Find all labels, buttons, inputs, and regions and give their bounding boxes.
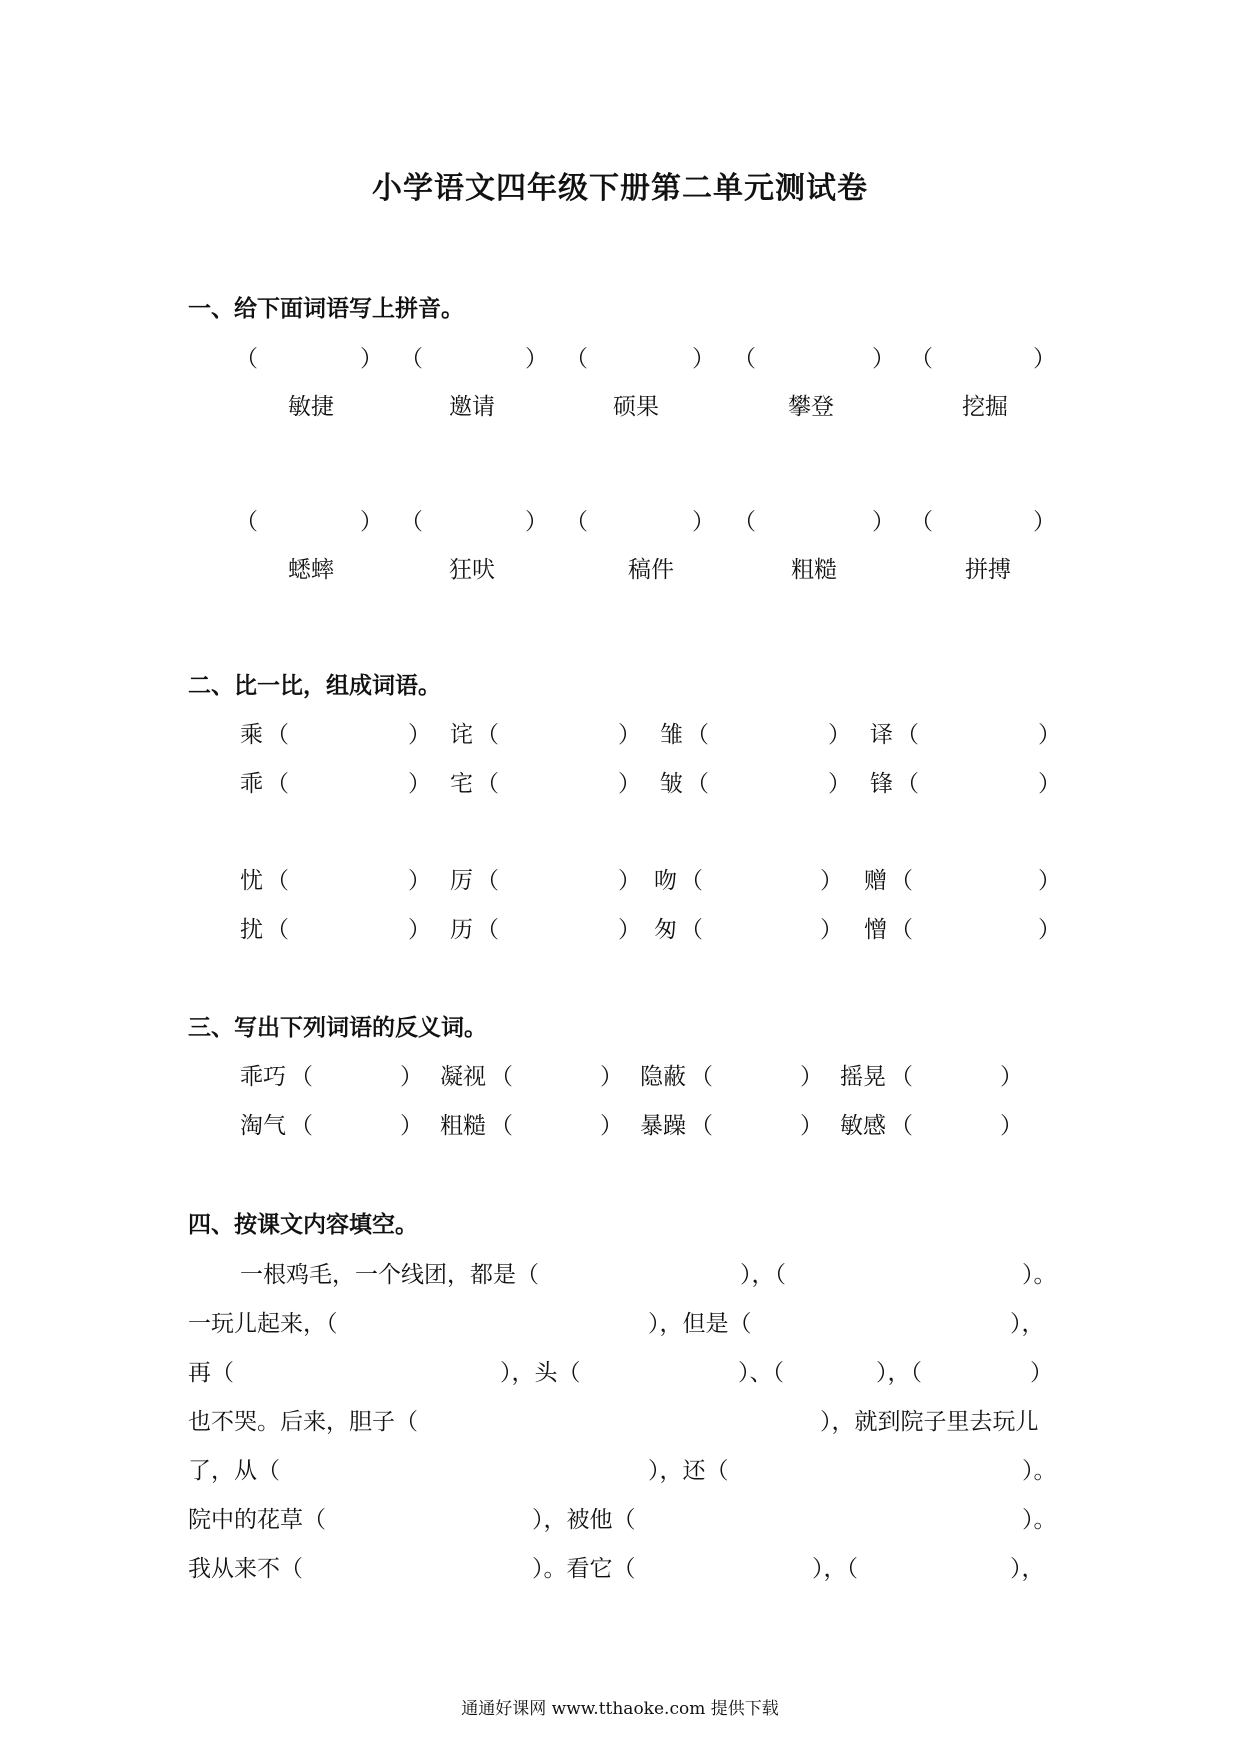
compare-char: 吻: [654, 868, 677, 894]
open-paren: （: [686, 722, 709, 748]
close-paren: ）: [828, 722, 851, 748]
antonym-word: 隐蔽: [640, 1064, 686, 1090]
antonym-word: 淘气: [240, 1113, 286, 1139]
close-paren: ）: [600, 1064, 623, 1090]
compare-char: 锋: [870, 771, 893, 797]
section-2-heading: 二、比一比，组成词语。: [188, 673, 441, 699]
compare-char: 扰: [240, 917, 263, 943]
close-paren: ）: [872, 346, 895, 372]
close-paren: ）: [618, 722, 641, 748]
vocab-word: 狂吠: [449, 557, 495, 583]
open-paren: （: [890, 868, 913, 894]
close-paren: ）: [400, 1064, 423, 1090]
open-paren: （: [235, 509, 258, 535]
compare-char: 赠: [864, 868, 887, 894]
passage-text: 一玩儿起来，（: [188, 1311, 338, 1337]
passage-text: ），: [1010, 1311, 1045, 1337]
passage-text: ），头（: [500, 1360, 581, 1386]
open-paren: （: [890, 1064, 913, 1090]
close-paren: ）: [1033, 346, 1056, 372]
open-paren: （: [266, 722, 289, 748]
antonym-word: 凝视: [440, 1064, 486, 1090]
antonym-word: 暴躁: [640, 1113, 686, 1139]
page-title: 小学语文四年级下册第二单元测试卷: [372, 171, 868, 206]
close-paren: ）: [525, 509, 548, 535]
compare-char: 忧: [240, 868, 263, 894]
close-paren: ）: [408, 722, 431, 748]
compare-char: 译: [870, 722, 893, 748]
open-paren: （: [235, 346, 258, 372]
close-paren: ）: [692, 346, 715, 372]
compare-char: 厉: [450, 868, 473, 894]
open-paren: （: [890, 917, 913, 943]
open-paren: （: [400, 509, 423, 535]
antonym-word: 粗糙: [440, 1113, 486, 1139]
close-paren: ）: [360, 509, 383, 535]
passage-text: ），（: [740, 1262, 786, 1288]
close-paren: ）: [1000, 1064, 1023, 1090]
passage-text: 再（: [188, 1360, 234, 1386]
page-footer: 通通好课网 www.tthaoke.com 提供下载: [461, 1699, 779, 1719]
close-paren: ）: [618, 868, 641, 894]
open-paren: （: [733, 509, 756, 535]
open-paren: （: [290, 1113, 313, 1139]
open-paren: （: [476, 868, 499, 894]
close-paren: ）: [408, 868, 431, 894]
compare-char: 历: [450, 917, 473, 943]
open-paren: （: [290, 1064, 313, 1090]
vocab-word: 稿件: [628, 557, 674, 583]
open-paren: （: [565, 509, 588, 535]
section-3-heading: 三、写出下列词语的反义词。: [188, 1015, 487, 1041]
close-paren: ）: [820, 868, 843, 894]
open-paren: （: [476, 917, 499, 943]
passage-text: ），（: [812, 1556, 858, 1582]
open-paren: （: [476, 722, 499, 748]
close-paren: ）: [1038, 722, 1061, 748]
open-paren: （: [266, 771, 289, 797]
close-paren: ）: [408, 917, 431, 943]
open-paren: （: [490, 1064, 513, 1090]
passage-text: ）。看它（: [532, 1556, 636, 1582]
close-paren: ）: [1038, 917, 1061, 943]
compare-char: 皱: [660, 771, 683, 797]
vocab-word: 粗糙: [791, 557, 837, 583]
antonym-word: 乖巧: [240, 1064, 286, 1090]
section-1-heading: 一、给下面词语写上拼音。: [188, 296, 464, 322]
close-paren: ）: [1033, 509, 1056, 535]
open-paren: （: [733, 346, 756, 372]
passage-text: ）。: [1022, 1458, 1057, 1484]
passage-text: ）。: [1022, 1507, 1057, 1533]
open-paren: （: [686, 771, 709, 797]
antonym-word: 摇晃: [840, 1064, 886, 1090]
close-paren: ）: [408, 771, 431, 797]
passage-text: ），（: [876, 1360, 922, 1386]
open-paren: （: [910, 509, 933, 535]
close-paren: ）: [360, 346, 383, 372]
vocab-word: 蟋蟀: [288, 557, 334, 583]
antonym-word: 敏感: [840, 1113, 886, 1139]
close-paren: ）: [618, 771, 641, 797]
vocab-word: 敏捷: [288, 394, 334, 420]
passage-text: 了，从（: [188, 1458, 280, 1484]
compare-char: 乖: [240, 771, 263, 797]
passage-text: 院中的花草（: [188, 1507, 326, 1533]
vocab-word: 邀请: [449, 394, 495, 420]
open-paren: （: [490, 1113, 513, 1139]
close-paren: ）: [600, 1113, 623, 1139]
open-paren: （: [266, 917, 289, 943]
compare-char: 宅: [450, 771, 473, 797]
open-paren: （: [890, 1113, 913, 1139]
compare-char: 憎: [864, 917, 887, 943]
compare-char: 匆: [654, 917, 677, 943]
open-paren: （: [476, 771, 499, 797]
open-paren: （: [690, 1064, 713, 1090]
vocab-word: 拼搏: [965, 557, 1011, 583]
close-paren: ）: [618, 917, 641, 943]
vocab-word: 攀登: [788, 394, 834, 420]
passage-text: ）: [1030, 1360, 1053, 1386]
passage-text: 也不哭。后来，胆子（: [188, 1409, 418, 1435]
open-paren: （: [266, 868, 289, 894]
close-paren: ）: [1038, 868, 1061, 894]
close-paren: ）: [1000, 1113, 1023, 1139]
close-paren: ）: [400, 1113, 423, 1139]
passage-text: 一根鸡毛，一个线团，都是（: [240, 1262, 539, 1288]
close-paren: ）: [525, 346, 548, 372]
close-paren: ）: [692, 509, 715, 535]
vocab-word: 挖掘: [962, 394, 1008, 420]
open-paren: （: [565, 346, 588, 372]
passage-text: ），: [1010, 1556, 1045, 1582]
open-paren: （: [680, 868, 703, 894]
passage-text: ），被他（: [532, 1507, 636, 1533]
open-paren: （: [690, 1113, 713, 1139]
passage-text: 我从来不（: [188, 1556, 303, 1582]
close-paren: ）: [1038, 771, 1061, 797]
open-paren: （: [910, 346, 933, 372]
close-paren: ）: [800, 1064, 823, 1090]
close-paren: ）: [800, 1113, 823, 1139]
passage-text: ），还（: [648, 1458, 729, 1484]
close-paren: ）: [872, 509, 895, 535]
close-paren: ）: [820, 917, 843, 943]
passage-text: ），就到院子里去玩儿: [820, 1409, 1039, 1435]
compare-char: 诧: [450, 722, 473, 748]
open-paren: （: [680, 917, 703, 943]
passage-text: ）。: [1022, 1262, 1057, 1288]
compare-char: 乘: [240, 722, 263, 748]
section-4-heading: 四、按课文内容填空。: [188, 1212, 418, 1238]
open-paren: （: [400, 346, 423, 372]
compare-char: 雏: [660, 722, 683, 748]
vocab-word: 硕果: [613, 394, 659, 420]
passage-text: ）、（: [738, 1360, 784, 1386]
open-paren: （: [896, 771, 919, 797]
close-paren: ）: [828, 771, 851, 797]
passage-text: ），但是（: [648, 1311, 752, 1337]
open-paren: （: [896, 722, 919, 748]
